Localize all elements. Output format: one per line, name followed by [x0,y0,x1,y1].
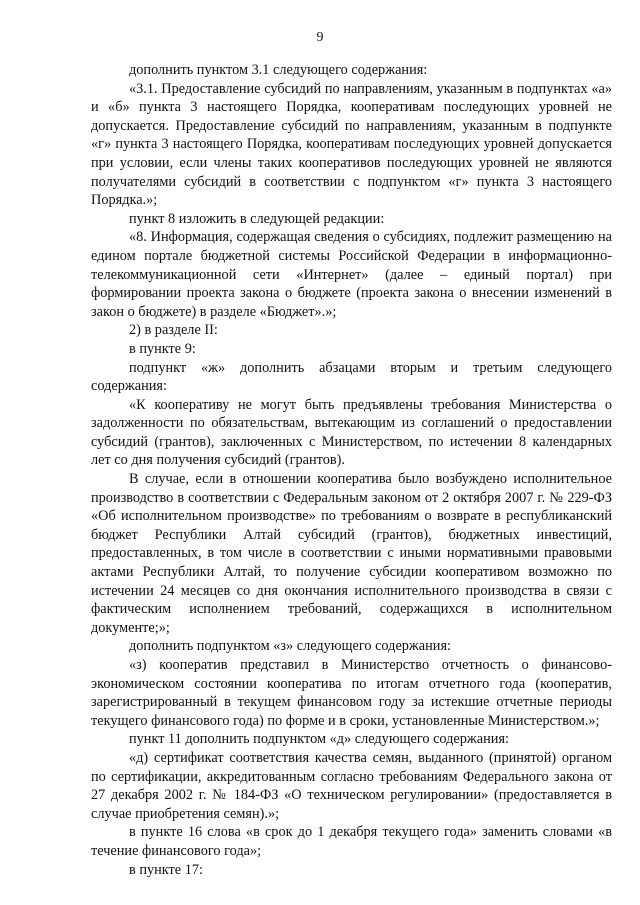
paragraph-14: в пункте 16 слова «в срок до 1 декабря текущего года» заменить словами «в течение финансового года»; [91,824,612,859]
paragraph-3: пункт 8 изложить в следующей редакции: [129,210,385,227]
paragraph-2: «3.1. Предоставление субсидий по направлениям, указанным в подпунктах «а» и «б» пункта 3 настоящего Порядка, кооперативам последующих уровней не допускается. Предоставление субсидий по направлениям, указанным в подпункте «г» пункта 3 настоящего Порядка, кооперативам последующих уровней допускается при условии, если члены таких кооперативов последующих уровней не являются получателями субсидий в соответствии с подпунктом «г» пункта 3 настоящего Порядка.»; [91,80,612,209]
paragraph-6: в пункте 9: [129,340,196,357]
paragraph-4: «8. Информация, содержащая сведения о субсидиях, подлежит размещению на едином портале бюджетной системы Российской Федерации в информационно-телекоммуникационной сети «Интернет» (далее – единый портал) при формировании проекта закона о бюджете (проекта закона о внесении изменений в закон о бюджете) в разделе «Бюджет».»; [91,229,612,320]
paragraph-12: пункт 11 дополнить подпунктом «д» следующего содержания: [129,731,510,748]
paragraph-7: подпункт «ж» дополнить абзацами вторым и третьим следующего содержания: [91,359,612,395]
paragraph-13: «д) сертификат соответствия качества семян, выданного (принятой) органом по сертификации, аккредитованным согласно требованиям Федерального закона от 27 декабря 2002 г. № 184-ФЗ «О техническом регулировании» (предоставляется в случае приобретения семян).»; [91,749,612,822]
paragraph-10: дополнить подпунктом «з» следующего содержания: [129,638,452,655]
document-body [91,61,612,879]
paragraph-1: дополнить пунктом 3.1 следующего содержания: [129,62,428,78]
paragraph-15: в пункте 17: [129,861,203,878]
paragraph-9: В случае, если в отношении кооператива было возбуждено исполнительное производство в соответствии с Федеральным законом от 2 октября 2007 г. № 229-ФЗ «Об исполнительном производстве» по требованиям о возврате в республиканский бюджет Республики Алтай субсидий (грантов), бюджетных инвестиций, предоставленных, в том числе в соответствии с иными нормативными правовыми актами Республики Алтай, то получение субсидии кооперативом возможно по истечении 24 месяцев со дня окончания исполнительного производства в связи с фактическим исполнением требований, содержащихся в исполнительном документе;»; [91,471,612,636]
paragraph-5: 2) в разделе II: [129,322,218,339]
paragraph-11: «з) кооператив представил в Министерство отчетность о финансово-экономическом состоянии кооператива по итогам отчетного года (кооператив, зарегистрированный в текущем финансовом году за истекшие отчетные периоды текущего финансового года) по форме и в сроки, установленные Министерством.»; [91,657,612,729]
paragraph-8: «К кооперативу не могут быть предъявлены требования Министерства о задолженности по обязательствам, вытекающим из соглашений о предоставлении субсидий (грантов), заключенных с Министерством, по истечении 8 календарных лет со дня получения субсидий (грантов). [91,396,612,469]
page-number: 9 [316,30,324,45]
